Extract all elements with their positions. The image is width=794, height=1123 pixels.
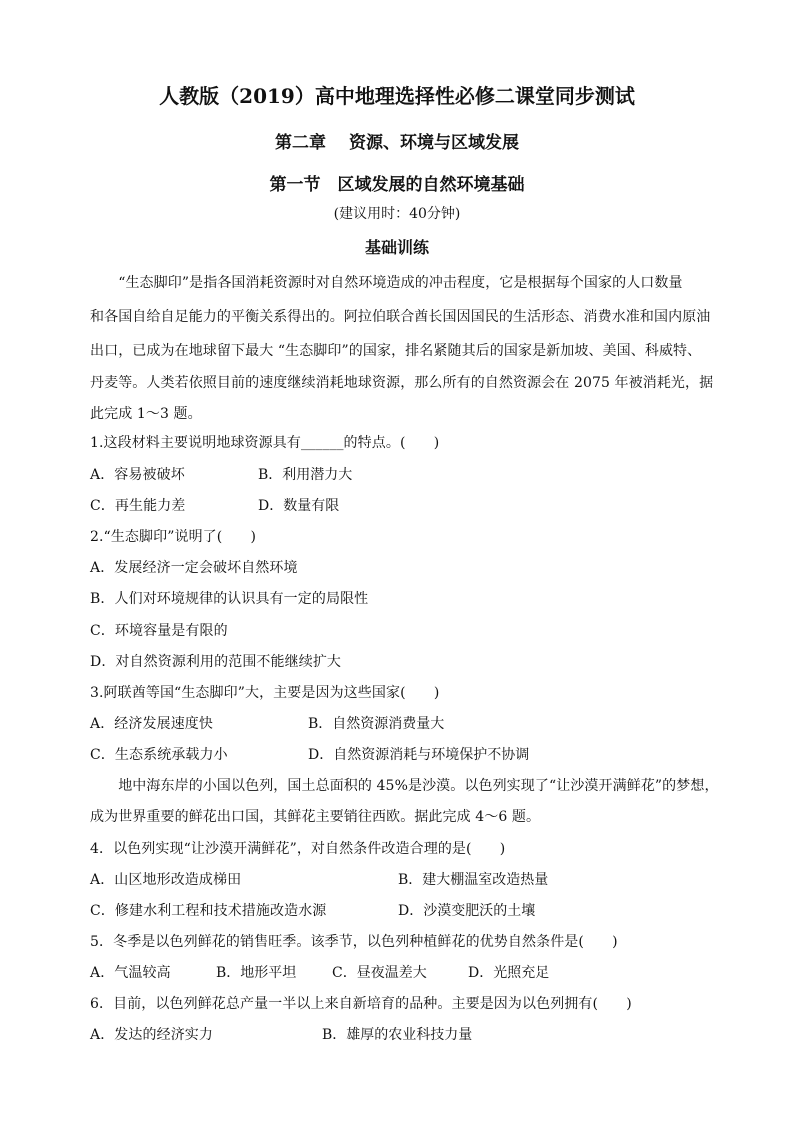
question-1-option-c: C．再生能力差	[90, 498, 186, 514]
question-4-stem: 4．以色列实现“让沙漠开满鲜花”，对自然条件改造合理的是( )	[90, 841, 506, 857]
document-title: 人教版（2019）高中地理选择性必修二课堂同步测试	[159, 84, 635, 108]
question-1-option-d: D．数量有限	[258, 498, 340, 514]
question-2-option-b: B．人们对环境规律的认识具有一定的局限性	[90, 591, 369, 607]
question-2-option-c: C．环境容量是有限的	[90, 623, 228, 639]
question-4-option-d: D．沙漠变肥沃的土壤	[398, 903, 536, 919]
question-1-stem: 1.这段材料主要说明地球资源具有______的特点。( )	[90, 435, 440, 451]
question-6-option-a: A．发达的经济实力	[90, 1027, 214, 1043]
question-3-option-a: A．经济发展速度快	[90, 716, 214, 732]
question-4-option-b: B．建大棚温室改造热量	[398, 872, 549, 888]
suggested-time: (建议用时：40分钟)	[333, 206, 461, 222]
question-2-option-d: D．对自然资源利用的范围不能继续扩大	[90, 654, 342, 670]
question-5-option-a: A．气温较高	[90, 965, 171, 981]
training-heading: 基础训练	[364, 238, 429, 257]
question-1-option-a: A．容易被破坏	[90, 467, 185, 483]
question-3-stem: 3.阿联酋等国“生态脚印”大，主要是因为这些国家( )	[90, 685, 440, 701]
question-4-option-a: A．山区地形改造成梯田	[90, 872, 242, 888]
question-3-option-d: D．自然资源消耗与环境保护不协调	[308, 747, 530, 763]
question-2-stem: 2.“生态脚印”说明了( )	[90, 529, 257, 545]
passage1-line: 丹麦等。人类若依照目前的速度继续消耗地球资源，那么所有的自然资源会在 2075 年被消耗光，据	[90, 375, 714, 391]
question-3-option-c: C．生态系统承载力小	[90, 747, 228, 763]
passage2-line: 成为世界重要的鲜花出口国，其鲜花主要销往西欧。据此完成 4～6 题。	[90, 809, 541, 825]
passage2-line: 地中海东岸的小国以色列，国土总面积的 45%是沙漠。以色列实现了“让沙漠开满鲜花”的梦想，	[90, 778, 719, 794]
question-5-option-c: C．昼夜温差大	[332, 965, 427, 981]
question-6-stem: 6．目前，以色列鲜花总产量一半以上来自新培育的品种。主要是因为以色列拥有( )	[90, 996, 632, 1012]
question-3-option-b: B．自然资源消费量大	[308, 716, 445, 732]
question-1-option-b: B．利用潜力大	[258, 467, 353, 483]
question-5-option-d: D．光照充足	[468, 965, 550, 981]
question-2-option-a: A．发展经济一定会破坏自然环境	[90, 560, 298, 576]
chapter-title: 第二章 资源、环境与区域发展	[275, 133, 519, 153]
question-4-option-c: C．修建水利工程和技术措施改造水源	[90, 903, 327, 919]
question-5-option-b: B．地形平坦	[216, 965, 297, 981]
section-title: 第一节 区域发展的自然环境基础	[269, 175, 525, 195]
passage1-line: 和各国自给自足能力的平衡关系得出的。阿拉伯联合酋长国因国民的生活形态、消费水准和国内原油	[90, 309, 711, 325]
passage1-line: 此完成 1～3 题。	[90, 406, 202, 422]
question-6-option-b: B．雄厚的农业科技力量	[322, 1027, 473, 1043]
question-5-stem: 5．冬季是以色列鲜花的销售旺季。该季节，以色列种植鲜花的优势自然条件是( )	[90, 934, 618, 950]
passage1-line: 出口，已成为在地球留下最大 “生态脚印”的国家，排名紧随其后的国家是新加坡、美国、科威特、	[90, 343, 702, 359]
passage1-line: “生态脚印”是指各国消耗资源时对自然环境造成的冲击程度，它是根据每个国家的人口数量	[90, 275, 683, 291]
